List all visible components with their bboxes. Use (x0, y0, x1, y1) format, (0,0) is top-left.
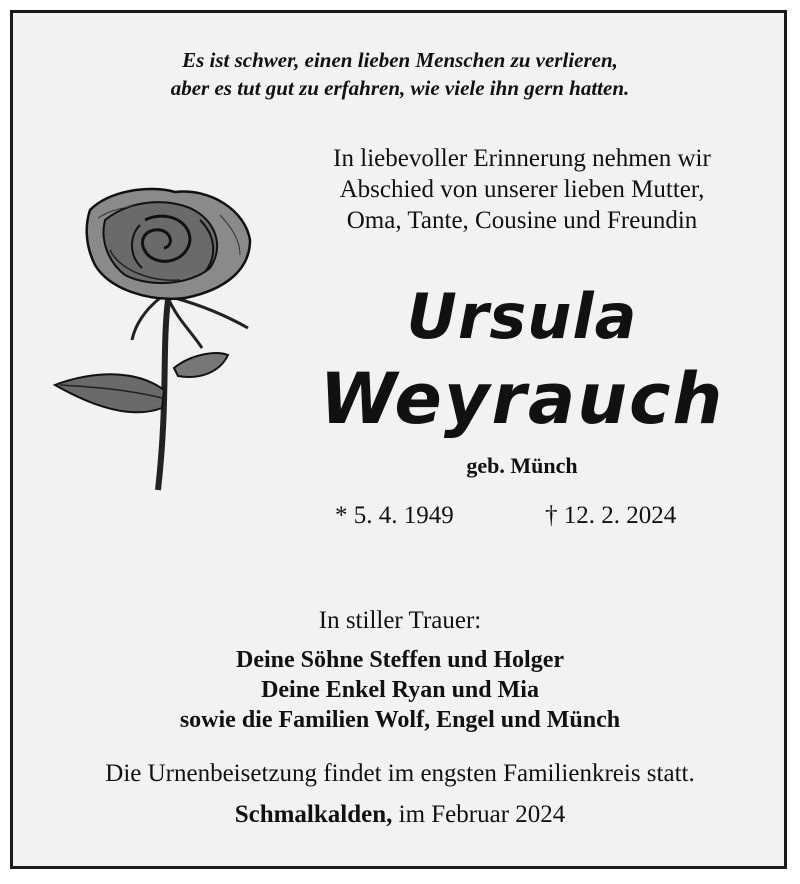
signature-city: Schmalkalden, (234, 801, 393, 828)
last-name: Weyrauch (319, 358, 725, 440)
intro-line-3: Oma, Tante, Cousine und Freundin (346, 207, 698, 234)
mourner-line: Deine Söhne Steffen und Holger (235, 647, 564, 673)
maiden-name: geb. Münch (466, 453, 578, 478)
first-name: Ursula (406, 280, 638, 353)
birth-date: * 5. 4. 1949 (335, 502, 454, 529)
mourner-line: sowie die Familien Wolf, Engel und Münch (179, 707, 621, 733)
mourning-label: In stiller Trauer: (318, 607, 482, 634)
quote-line-2: aber es tut gut zu erfahren, wie viele ihn gern hatten. (170, 76, 630, 100)
signature-line (0, 801, 800, 829)
signature-date: im Februar 2024 (398, 801, 566, 828)
intro-line-2: Abschied von unserer lieben Mutter, (339, 176, 705, 203)
quote-line-1: Es ist schwer, einen lieben Menschen zu verlieren, (182, 48, 618, 72)
intro-text (262, 143, 782, 236)
opening-quote (0, 46, 800, 102)
mourners-list (0, 645, 800, 735)
mourner-line: Deine Enkel Ryan und Mia (261, 677, 539, 703)
rose-icon (50, 180, 265, 500)
death-date: † 12. 2. 2024 (545, 502, 677, 529)
intro-line-1: In liebevoller Erinnerung nehmen wir (333, 145, 711, 172)
burial-note: Die Urnenbeisetzung findet im engsten Familienkreis statt. (105, 760, 695, 787)
